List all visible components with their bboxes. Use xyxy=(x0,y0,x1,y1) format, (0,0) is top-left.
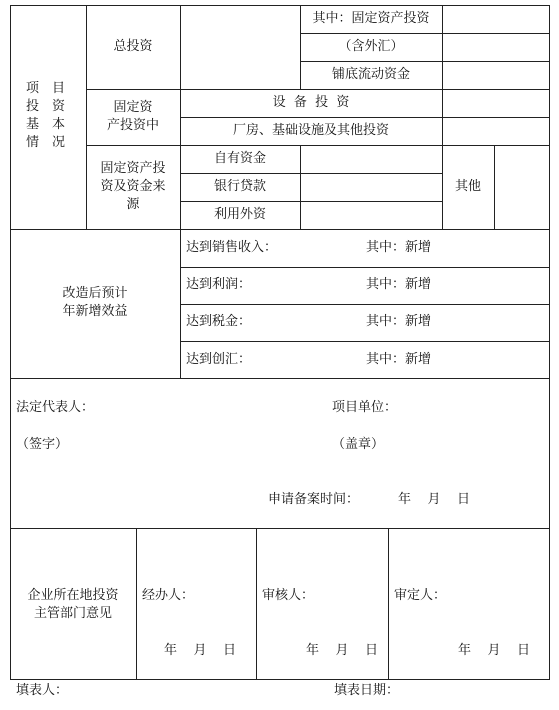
benefit-row-new: 其中：新增 xyxy=(366,277,432,292)
foreign-capital-label: 利用外资 xyxy=(213,207,266,222)
equipment-investment-label: 设 备 投 资 xyxy=(272,95,350,110)
own-funds-label: 自有资金 xyxy=(213,151,266,166)
basic-section-label-col2: 目 资 本 况 xyxy=(52,81,66,150)
signature-note: （签字） xyxy=(16,437,69,452)
basic-section-label-col1: 项 投 基 情 xyxy=(26,81,40,150)
plant-infrastructure-label: 厂房、基础设施及其他投资 xyxy=(232,123,389,138)
benefit-row-label: 达到创汇： xyxy=(186,352,252,367)
reviewer-date: 年 月 日 xyxy=(306,643,379,658)
project-unit-label: 项目单位： xyxy=(332,400,398,415)
benefit-row-new: 其中：新增 xyxy=(366,352,432,367)
benefit-row-new: 其中：新增 xyxy=(366,314,432,329)
fixed-asset-investment-label: 其中：固定资产投资 xyxy=(312,11,430,26)
benefit-row-label: 达到利润： xyxy=(186,277,252,292)
handler-date: 年 月 日 xyxy=(164,643,237,658)
working-capital-label: 铺底流动资金 xyxy=(331,67,410,82)
legal-representative-label: 法定代表人： xyxy=(16,400,95,415)
fixed-invest-in-label: 固定资 产投资中 xyxy=(106,100,159,133)
benefit-row-label: 达到税金： xyxy=(186,314,252,329)
reviewer-label: 审核人： xyxy=(262,588,315,603)
expected-benefit-label: 改造后预计 年新增效益 xyxy=(62,286,128,319)
handler-label: 经办人： xyxy=(142,588,195,603)
filled-by-label: 填表人： xyxy=(16,683,69,698)
total-investment-label: 总投资 xyxy=(113,39,153,54)
fill-date-label: 填表日期： xyxy=(334,683,400,698)
authority-opinion-label: 企业所在地投资 主管部门意见 xyxy=(27,588,119,621)
benefit-row-new: 其中：新增 xyxy=(366,240,432,255)
seal-note: （盖章） xyxy=(332,437,385,452)
bank-loan-label: 银行贷款 xyxy=(213,179,266,194)
filing-time-label: 申请备案时间： xyxy=(268,492,360,507)
filing-date-placeholder: 年 月 日 xyxy=(398,492,471,507)
incl-forex-label: （含外汇） xyxy=(338,39,404,54)
approver-label: 审定人： xyxy=(394,588,447,603)
approver-date: 年 月 日 xyxy=(458,643,531,658)
funding-sources-label: 固定资产投 资及资金来 源 xyxy=(100,161,166,212)
benefit-row-label: 达到销售收入： xyxy=(186,240,278,255)
other-label: 其他 xyxy=(454,179,481,194)
